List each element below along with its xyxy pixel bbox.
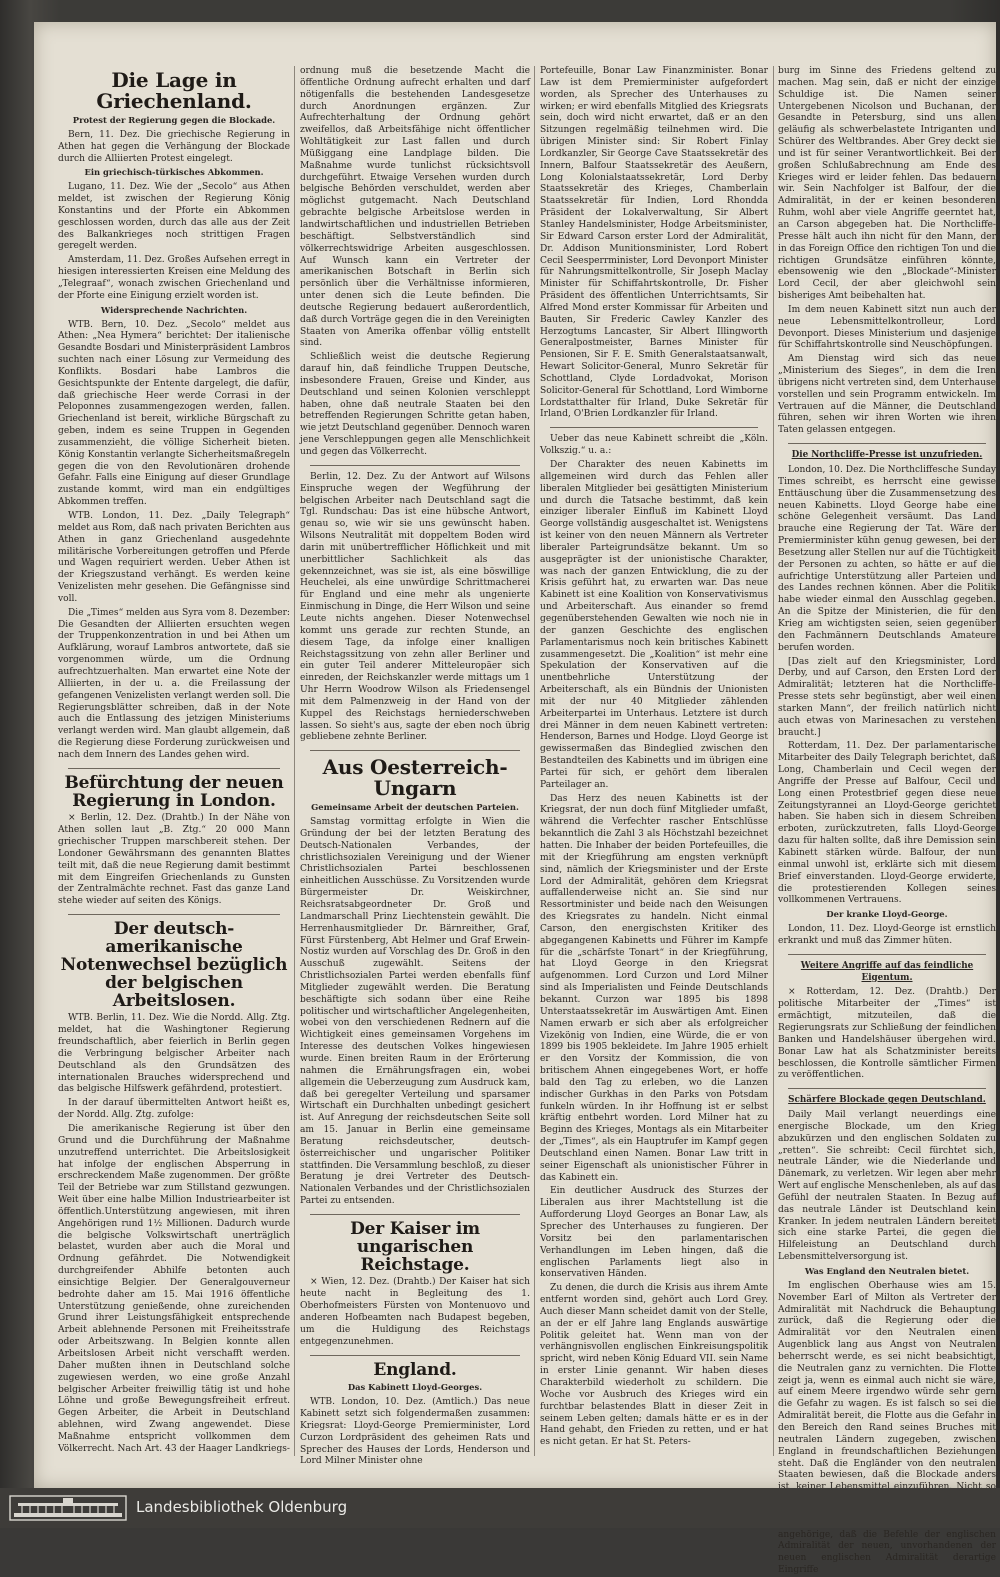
column-1 (58, 66, 290, 1466)
library-building-icon (8, 1494, 128, 1522)
footer-bar (0, 1488, 1000, 1528)
separator (68, 914, 280, 915)
paragraph: burg im Sinne des Friedens geltend zu machen. Mag sein, daß er nicht der einzige Schuldige ist. Die Namen seiner Untergebenen Nicolson und Buchanan, der Gesandte in Petersburg, sind uns allen geläufig als schwerbelastete Intriganten und Schürer des Weltbrandes. Aber Grey deckt sie und ist für seiner Verantwortlichkeit. Bei der großen Schlußabrechnung am Ende des Krieges wird er leider fehlen. Das bedauern wir. Sein Nachfolger ist Balfour, der die Admiralität, in der er keinen besonderen Ruhm, wohl aber viele Angriffe geerntet hat, an Carson abgegeben hat. Die Northcliffe-Presse hält auch ihn nicht für den Mann, der in das Foreign Office den richtigen Ton und die richtigen Grundsätze einführen könnte, ebensowenig wie den „Blockade“-Minister Lord Cecil, der aber gleichwohl sein bisheriges Amt beibehalten hat. (778, 66, 996, 302)
column-3 (540, 66, 768, 1466)
headline-england: England. (373, 1359, 457, 1380)
separator (310, 1214, 520, 1215)
paragraph: Schließlich weist die deutsche Regierung darauf hin, daß feindliche Truppen Deutsche, insbesondere Frauen, Greise und Kinder, aus Deutschland und seinen Kolonien verschleppt haben, ohne daß neutrale Staaten bei den betreffenden Regierungen Schritte getan haben, wie jetzt Deutschland gegenüber. Dennoch waren jene Verschleppungen gegen alle Menschlichkeit und gegen das Völkerrecht. (300, 352, 530, 457)
paragraph: In der darauf übermittelten Antwort heißt es, der Nordd. Allg. Ztg. zufolge: (58, 1098, 290, 1121)
paragraph: Berlin, 12. Dez. Zu der Antwort auf Wilsons Einspruche wegen der Wegführung der belgischen Arbeiter nach Deutschland sagt die Tgl. Rundschau: Das ist eine hübsche Antwort, genau so, wie wir sie uns gewünscht haben. Wilsons Neutralität mit doppeltem Boden wird darin mit unübertrefflicher Höflichkeit und mit unerbittlicher Sachlichkeit als das gekennzeichnet, was sie ist, als eine böswillige Heuchelei, als eine unwürdige Schrittmacherei für England und eine mehr als ungenierte Einmischung in Dinge, die Herr Wilson und seine Leute nichts angehen. Dieser Notenwechsel kommt uns gerade zur rechten Stunde, an diesem Tage, da infolge einer knalligen Reichstagssitzung von zehn aller Berliner und ein guter Teil anderer Mitteleuropäer sich einreden, der Reichskanzler werde mittags um 1 Uhr Herrn Woodrow Wilson als Friedensengel mit dem Palmenzweig in der Hand von der Kuppel des Reichstags herniederschweben lassen. So sieht's aus, sagte der eben noch übrig gebliebene zehnte Berliner. (300, 471, 530, 743)
headline-northcliffe: Die Northcliffe-Presse ist unzufrieden. (791, 450, 983, 461)
paragraph: Das Herz des neuen Kabinetts ist der Kriegsrat, der nun doch fünf Mitglieder umfaßt, während die Verfechter rascher Entschlüsse bekanntlich die Zahl 3 als Höchstzahl bezeichnet hatten. Die Inhaber der beiden Portefeuilles, die mit der Kriegführung am engsten verknüpft sind, nämlich der Kriegsminister und der Erste Lord der Admiralität, gehören dem Kriegsrat auffallenderweise nicht an. Sie sind nur Ressortminister und beide nach den Weisungen des Kriegsrates zu handeln. Nicht einmal Carson, den energischsten Kritiker des abgegangenen Kabinetts und Führer im Kampfe für die „schärfste Tonart“ in der Kriegführung, hat Lloyd George in den Kriegsrat aufgenommen. Lord Curzon und Lord Milner sind als Imperialisten und Feinde Deutschlands bekannt. Curzon war 1895 bis 1898 Unterstaatssekretär im Auswärtigen Amt. Einen Namen erwarb er sich aber als erfolgreicher Vizekönig von Indien, eine Würde, die er von 1899 bis 1905 bekleidete. Im Jahre 1905 erhielt er den Vorsitz der Kommission, die von britischem Ahnen eingegebenes Wort, er hoffe bald den Tag zu erleben, wo die Lanzen indischer Gurkhas in den Parks von Potsdam funkeln würden. In ihr Hoffnung ist er selbst kräftig entbehrt worden. Lord Milner hat zu Beginn des Krieges, Montags als ein Mitarbeiter der „Times“, als ein Hauptrufer im Kampf gegen Deutschland einen Namen. Bonar Law tritt in seiner Eigenschaft als unionistischer Führer in das Kabinett ein. (540, 793, 768, 1183)
paragraph: London, 11. Dez. Lloyd-George ist ernstlich erkrankt und muß das Zimmer hüten. (778, 924, 996, 946)
paragraph: Zu denen, die durch die Krisis aus ihrem Amte entfernt worden sind, gehört auch Lord Grey. Auch dieser Mann scheidet damit von der Stelle, an der er elf Jahre lang Englands auswärtige Politik geleitet hat. Wenn man von der verhängnisvollen englischen Einkreisungspolitik spricht, wird neben König Eduard VII. sein Name in erster Linie genannt. Wir haben dieses Charakterbild wiederholt zu schildern. Die Woche vor Ausbruch des Krieges wird ein furchtbar belastendes Blatt in dieser Zeit in seinem Leben gelten; damals hätte er es in der Hand gehabt, den Frieden zu retten, und er hat es nicht getan. Er hat St. Peters- (540, 1283, 768, 1448)
paragraph: WTB. London, 11. Dez. „Daily Telegraph“ meldet aus Rom, daß nach privaten Berichten aus Athen in ganz Griechenland ausgedehnte militärische Vorbereitungen getroffen und Pferde und Wagen requiriert werden. Ueber Athen ist der Kriegszustand verhängt. Es werden keine Venizelisten mehr gesehen. Die Gefängnisse sind voll. (58, 511, 290, 604)
separator (310, 750, 520, 751)
paragraph: × Berlin, 12. Dez. (Drahtb.) In der Nähe von Athen sollen laut „B. Ztg.“ 20 000 Mann griechischer Truppen marschbereit stehen. Der Londoner Gewährsmann des genannten Blattes teilt mit, daß die neue Regierung damit bestimmt mit dem Eingreifen Griechenlands zu Gunsten der Zentralmächte rechnet. Fast das ganze Land stehe wieder auf seiten des Königs. (58, 813, 290, 907)
paragraph: WTB. London, 10. Dez. (Amtlich.) Das neue Kabinett setzt sich folgendermaßen zusammen: Kriegsrat: Lloyd-George Premierminister, Lord Curzon Lordpräsident des geheimen Rats und Sprecher des Hauses der Lords, Henderson und Lord Milner Minister ohne (300, 1397, 530, 1467)
separator (310, 1355, 520, 1356)
separator (788, 1088, 986, 1089)
headline-emperor-reichstag: Der Kaiser im ungarischen Reichstage. (350, 1218, 480, 1275)
headline-enemy-property: Weitere Angriffe auf das feindliche Eigentum. (800, 960, 974, 983)
paragraph: ordnung muß die besetzende Macht die öffentliche Ordnung aufrecht erhalten und darf nötigenfalls die bestehenden Landesgesetze durch Anordnungen ergänzen. Zur Aufrechterhaltung der Ordnung gehört zweifellos, daß Arbeitsfähige nicht öffentlicher Wohltätigkeit zur Last fallen und durch Müßiggang eine Landplage bilden. Die Maßnahme wurde tunlichst rücksichtsvoll durchgeführt. Etwaige Versehen wurden durch belgische Behörden verschuldet, werden aber möglichst gutgemacht. Nach Deutschland gebrachte belgische Arbeitslose werden in landwirtschaftlichen und industriellen Betrieben beschäftigt. Selbstverständlich sind völkerrechtswidrige Arbeiten ausgeschlossen. Auf Wunsch kann ein Vertreter der amerikanischen Botschaft in Berlin sich persönlich über die Verhältnisse informieren, unter denen sich die Leute befinden. Die deutsche Regierung bedauert außerordentlich, daß durch Vorträge gegen die in den Vereinigten Staaten von Amerika offenbar völlig entstellt sind. (300, 66, 530, 349)
subheadline: Der kranke Lloyd-George. (826, 909, 948, 920)
paragraph: Die amerikanische Regierung ist über den Grund und die Durchführung der Maßnahme unzutreffend unterrichtet. Die Arbeitslosigkeit hat infolge der englischen Absperrung in erschreckendem Maße zugenommen. Der größte Teil der Betriebe war zum Stillstand gezwungen. Weit über eine halbe Million Industriearbeiter ist öffentlich.Unterstützung angewiesen, mit ihren Angehörigen rund 1½ Millionen. Dadurch wurde die belgische Volkswirtschaft unerträglich belastet, wurden aber auch die Moral und Ordnung gefährdet. Die Notwendigkeit durchgreifender Abhilfe betonten auch einsichtige Belgier. Der Generalgouverneur bedrohte daher am 15. Mai 1916 öffentliche Unterstützung genießende, ohne zureichenden Grund ihrer Leistungsfähigkeit entsprechende Arbeit ablehnende Personen mit Freiheitsstrafe oder Arbeitszwang. In Belgien konnte allen Arbeitslosen Arbeit nicht verschafft werden. Daher mußten ihnen in Deutschland solche zugewiesen werden, wo eine große Anzahl belgischer Arbeiter freiwillig tätig ist und hohe Löhne und große Bewegungsfreiheit erfreut. Gegen Arbeiter, die Arbeit in Deutschland ablehnen, wird Zwang angewendet. Diese Maßnahme entspricht vollkommen dem Völkerrecht. Nach Art. 43 der Haager Landkriegs- (58, 1123, 291, 1454)
separator (788, 443, 986, 444)
paragraph: Samstag vormittag erfolgte in Wien die Gründung der bei der letzten Beratung des Deutsch-Nationalen Verbandes, der christlichsozialen Vereinigung und der Wiener Christlichsozialen Partei beschlossenen einheitlichen Ausschüsse. Zu Vorsitzenden wurde Bürgermeister Dr. Weiskirchner, Reichsratsabgeordneter Dr. Groß und Landmarschall Prinz Liechtenstein gewählt. Die Herrenhausmitglieder Dr. Bärnreither, Graf, Fürst Fürstenberg, Abt Helmer und Graf Erwein-Nostiz wurden auf Vorschlag des Dr. Groß in den Ausschuß zugewählt. Seitens der Christlichsozialen Partei werden ebenfalls fünf Mitglieder zugewählt werden. Die Beratung beschäftigte sich sodann über eine Reihe politischer und wirtschaftlicher Angelegenheiten, wobei von den verschiedenen Rednern auf die Wichtigkeit eines gemeinsamen Vorgehens im Interesse des deutschen Volkes hingewiesen wurde. Einen breiten Raum in der Erörterung nahmen die Ernährungsfragen ein, wobei allgemein die Ueberzeugung zum Ausdruck kam, daß bei geregelter Verteilung und sparsamer Wirtschaft ein Durchhalten unbedingt gesichert ist. Auf Anregung der reichsdeutschen Seite soll am 15. Januar in Berlin eine gemeinsame Beratung reichsdeutscher, deutsch-österreichischer und ungarischer Politiker stattfinden. Die Versammlung beschloß, zu dieser Beratung je drei Vertreter des Deutsch-Nationalen Verbandes und der Christlichsozialen Partei zu entsenden. (300, 817, 530, 1207)
library-name: Landesbibliothek Oldenburg (136, 1498, 348, 1516)
subheadline: Ein griechisch-türkisches Abkommen. (84, 167, 264, 178)
paragraph: Portefeuille, Bonar Law Finanzminister. Bonar Law ist dem Premierminister aufgefordert worden, als Sprecher des Unterhauses zu wirken; er wird ebenfalls Mitglied des Kriegsrats sein, doch wird nicht erwartet, daß er an den Sitzungen regelmäßig teilnehmen wird. Die übrigen Minister sind: Sir Robert Finlay Lordkanzler, Sir George Cave Staatssekretär des Innern, Balfour Staatssekretär des Aeußern, Long Kolonialstaatssekretär, Lord Derby Staatssekretär des Krieges, Chamberlain Staatssekretär für Indien, Lord Rhondda Präsident der Lokalverwaltung, Sir Albert Stanley Handelsminister, Hodge Arbeitsminister, Sir Edward Carson erster Lord der Admiralität, Dr. Addison Munitionsminister, Lord Robert Cecil Seesperrminister, Lord Devonport Minister für Nahrungsmittelkontrolle, Sir Joseph Maclay Minister für Schiffahrtskontrolle, Dr. Fisher Präsident des öffentlichen Unterrichtsamts, Sir Alfred Mond erster Kommissar für Arbeiten und Bauten, Sir Frederic Cawley Kanzler des Herzogtums Lancaster, Sir Albert Illingworth Generalpostmeister, Barnes Minister für Pensionen, Sir F. E. Smith Generalstaatsanwalt, Hewart Solicitor-General, Munro Sekretär für Schottland, Clyde Lordadvokat, Morison Solicitor-General für Schottland, Lord Wimborne Lordstatthalter für Irland, Duke Sekretär für Irland, O'Brien Lordkanzler für Irland. (540, 66, 768, 420)
paragraph: Lugano, 11. Dez. Wie der „Secolo“ aus Athen meldet, ist zwischen der Regierung König Konstantins und der Pforte ein Abkommen geschlossen worden, durch das alle aus der Zeit des Balkankrieges noch strittigen Fragen geregelt werden. (58, 182, 290, 252)
paragraph: Im dem neuen Kabinett sitzt nun auch der neue Lebensmittelkontrolleur, Lord Devonport. Dieses Ministerium und dasjenige für Schiffahrtskontrolle sind Neuschöpfungen. (778, 304, 996, 351)
column-2 (300, 66, 530, 1466)
column-rule (534, 66, 535, 1456)
paragraph: Am Dienstag wird sich das neue „Ministerium des Sieges“, in dem die Iren übrigens nicht vertreten sind, dem Unterhause vorstellen und sein Programm entwickeln. Im Vertrauen auf die Männer, die Deutschland führen, sehen wir ihren Worten wie ihren Taten gelassen entgegen. (778, 354, 996, 436)
headline-fear-london: Befürchtung der neuen Regierung in London. (64, 772, 284, 811)
column-rule (294, 66, 295, 1456)
separator (550, 427, 758, 428)
paragraph: Ein deutlicher Ausdruck des Sturzes der Liberalen aus ihrer Machtstellung ist die Aufforderung Lloyd Georges an Bonar Law, als Sprecher des Unterhauses zu fungieren. Der Vorsitz bei den parlamentarischen Verhandlungen im Leben hingen, daß die englischen Parlaments liegt also in konservativen Händen. (540, 1186, 768, 1280)
paragraph: Bern, 11. Dez. Die griechische Regierung in Athen hat gegen die Verhängung der Blockade durch die Alliierten Protest eingelegt. (58, 129, 290, 164)
paragraph: Im englischen Oberhause wies am 15. November Earl of Milton als Vertreter der Admiralität mit Nachdruck die Behauptung zurück, daß die Regierung oder die Admiralität vor den Neutralen einen Augenblick lang aus Angst von Neutralen beherrscht werde, es sei nicht beabsichtigt, die Neutralen ganz zu vernichten. Die Flotte zeigt ja, wenn es einmal auch nicht sie wäre, auf einem Meere irgendwo würde sehr gern die Gefahr zu wagen. Es ist falsch so sei die Admiralität bereit, die Flotte aus die Gefahr in den Bereich den Rand seines Bruches mit neutralen Ländern zugegeben, zwischen England in freundschaftlichen Beziehungen steht. Daß die Engländer von den neutralen Staaten bewiesen, daß die Blockade anders angehörige, daß die Befehle der englischen Admiralität der neuen, unvorhandenen der neuen englischen Admiralität derartige Eingriffe (778, 1280, 996, 1576)
paragraph: Der Charakter des neuen Kabinetts im allgemeinen wird durch das Fehlen aller liberalen Mitglieder bei gesättigten Ministerium und durch die Tatsache bestimmt, daß kein einziger liberaler Einfluß im Kabinett Lloyd George vollständig ausgeschaltet ist. Wenigstens ist keiner von den neuen Männern als Vertreter liberaler Parteigrundsätze bekannt. Um so ausgeprägter ist der unionistische Charakter, was nach der ganzen Entwicklung, die zu der Krisis geführt hat, zu erwarten war. Das neue Kabinett ist eine Koalition von Konservativismus und Arbeiterschaft. Aus einander so fremd gegenüberstehenden Gewalten wie noch nie in der ganzen Geschichte des englischen Parlamentarismus noch kein britisches Kabinett zusammengesetzt. Die „Koalition“ ist mehr eine Spekulation der Konservativen auf die unentbehrliche Unterstützung der Arbeiterschaft, als ein Bündnis der Unionisten mit der nur 40 Mitglieder zählenden Arbeiterpartei im Unterhaus. Letztere ist durch drei Männer in dem neuen Kabinett vertreten: Henderson, Barnes und Hodge. Lloyd George ist gewissermaßen das Bindeglied zwischen den Bestandteilen des Kabinetts und im übrigen eine Partei für sich, er gehört dem liberalen Parteilager an. (540, 460, 768, 790)
separator (788, 954, 986, 955)
headline-note-exchange: Der deutsch-amerikanische Notenwechsel bezüglich der belgischen Arbeitslosen. (60, 919, 288, 1011)
paragraph: Ueber das neue Kabinett schreibt die „Köln. Volkszig.“ u. a.: (540, 434, 768, 457)
column-4 (778, 66, 996, 1576)
paragraph: [Das zielt auf den Kriegsminister, Lord Derby, und auf Carson, den Ersten Lord der Admiralität; letzteren hat die Northcliffe-Presse stets sehr begünstigt, aber weil einen starken Mann“, der freilich natürlich nicht auch etwas von Marinesachen zu verstehen braucht.] (778, 656, 996, 738)
subheadline: Protest der Regierung gegen die Blockade. (72, 115, 276, 125)
paragraph: Daily Mail verlangt neuerdings eine energische Blockade, um den Krieg abzukürzen und den englischen Soldaten zu „retten“. Sie schreibt: Cecil fürchtet sich, neutrale Länder, wie die Niederlande und Dänemark, zu verletzen. Wir legen aber mehr Wert auf englische Menschenleben, als auf das Gefühl der neutralen Staaten. In Bezug auf das neutrale Länder ist Deutschland kein Kranker. In jedem neutralen Ländern bereitet sich eine starke Partei, die gegen die Hilfeleistung an Deutschland durch Lebensmittelversorgung ist. (778, 1110, 996, 1263)
subheadline: Was England den Neutralen bietet. (804, 1266, 970, 1276)
headline-greece: Die Lage in Griechenland. (96, 68, 252, 113)
paragraph: × Wien, 12. Dez. (Drahtb.) Der Kaiser hat sich heute nacht in Begleitung des 1. Oberhofmeisters Fürsten von Montenuovo und anderen Hofbeamten nach Budapest begeben, um die Huldigung des Reichstags entgegenzunehmen. (300, 1277, 530, 1347)
headline-blockade: Schärfere Blockade gegen Deutschland. (788, 1095, 986, 1106)
paragraph: Die „Times“ melden aus Syra vom 8. Dezember: Die Gesandten der Alliierten ersuchten wegen der Truppenkonzentration in und bei Athen um Aufklärung, worauf Lambros antwortete, daß sie vorgenommen würde, um die Ordnung aufrechtzuerhalten. Man erwartet eine Note der Alliierten, in der u. a. die Freilassung der gefangenen Venizelisten verlangt werden soll. Die Regierungsblätter schreiben, daß in der Note auch die Entlassung des jetzigen Ministeriums verlangt werden wird. Man glaubt allgemein, daß die Regierung diese Forderung zurückweisen und nach dem Innern des Landes gehen wird. (58, 607, 290, 760)
paragraph: London, 10. Dez. Die Northcliffesche Sunday Times schreibt, es herrscht eine gewisse Enttäuschung über die Zusammensetzung des neuen Kabinetts. Lloyd George habe eine schöne Gelegenheit versäumt. Das Land brauche eine Regierung der Tat. Wäre der Premierminister kühn genug gewesen, bei der Besetzung aller Stellen nur auf die Tüchtigkeit der Personen zu achten, so hätte er auf die aufrichtige Unterstützung aller Parteien und des Landes rechnen können. Aber die Politik habe wieder einmal den Ausschlag gegeben. An die Spitze der Ministerien, die für den Krieg am wichtigsten seien, seien gegenüber den Fachmännern Deutschlands Amateure berufen worden. (778, 465, 996, 653)
headline-austria-hungary: Aus Oesterreich-Ungarn (322, 755, 508, 801)
subheadline: Das Kabinett Lloyd-Georges. (347, 1382, 483, 1393)
paragraph: WTB. Bern, 10. Dez. „Secolo“ meldet aus Athen: „Nea Hymera“ berichtet: Der italienische Gesandte Bosdari und Ministerpräsident Lambros suchten nach einer Lösung zur Vermeidung des Konflikts. Bosdari habe Lambros die Gesichtspunkte der Entente dargelegt, die dafür, daß griechische Heer werde Corrasi in der Peloponnes zusammengezogen werden, fallen. Griechenland ist bereit, wirkliche Bürgschaft zu geben, indem es seine Truppen in Gegenden zusammenzieht, die völlige Sicherheit bieten. König Konstantin verlangte Sicherheitsmaßregeln gegen die von den Revolutionären drohende Gefahr. Falls eine Einigung auf dieser Grundlage zustande kommt, wird man ein endgültiges Abkommen treffen. (58, 319, 290, 508)
separator (68, 768, 280, 769)
separator (310, 465, 520, 466)
paragraph: × Rotterdam, 12. Dez. (Drahtb.) Der politische Mitarbeiter der „Times“ ist ermächtigt, mitzuteilen, daß die Regierungsrats zur Schließung der feindlichen Banken und Handelshäuser übergehen wird. Bonar Law hat als Schatzminister bereits beschlossen, die Kontrolle sämtlicher Firmen zu veröffentlichen. (778, 987, 996, 1081)
paragraph: WTB. Berlin, 11. Dez. Wie die Nordd. Allg. Ztg. meldet, hat die Washingtoner Regierung freundschaftlich, aber feierlich in Berlin gegen die Verbringung belgischer Arbeiter nach Deutschland als den Grundsätzen des internationalen Brauches widersprechend und das belgische Hilfswerk gefährdend, protestiert. (58, 1013, 290, 1095)
subheadline: Widersprechende Nachrichten. (100, 304, 248, 315)
subheadline: Gemeinsame Arbeit der deutschen Parteien. (311, 802, 519, 813)
paragraph: Amsterdam, 11. Dez. Großes Aufsehen erregt in hiesigen interessierten Kreisen eine Meldung des „Telegraaf“, wonach zwischen Griechenland und der Pforte eine Einigung erzielt worden ist. (58, 255, 290, 301)
paragraph: Rotterdam, 11. Dez. Der parlamentarische Mitarbeiter des Daily Telegraph berichtet, daß Long, Chamberlain und Cecil wegen der Angriffe der Presse auf Balfour, Cecil und Long einen Protestbrief gegen diese neue Zeitungstyrannei an Lloyd-George gerichtet haben. Sie haben sich in diesem Schreiben erboten, zurückzutreten, falls Lloyd-George dazu für halten sollte, daß ihre Demission sein Kabinett stärken würde. Balfour, der nun einmal unwohl ist, erklärte sich mit diesem Brief einverstanden. Lloyd-George erwiderte, die protestierenden Kollegen seines vollkommenen Vertrauens. (778, 741, 996, 906)
column-rule (773, 66, 774, 1456)
